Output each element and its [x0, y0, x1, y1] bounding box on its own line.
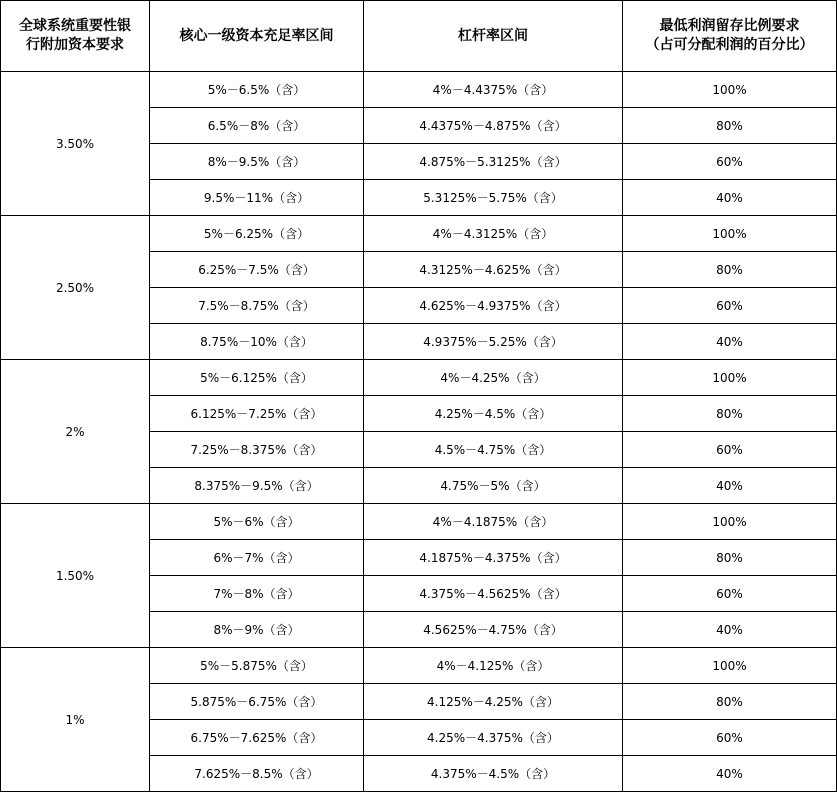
cet1-range-cell: 7%－8%（含） — [150, 576, 364, 612]
cet1-range-cell: 6.25%－7.5%（含） — [150, 252, 364, 288]
cet1-range-cell: 7.625%－8.5%（含） — [150, 756, 364, 792]
retention-cell: 60% — [623, 144, 837, 180]
leverage-range-cell: 4.4375%－4.875%（含） — [364, 108, 623, 144]
retention-cell: 60% — [623, 720, 837, 756]
cet1-range-cell: 6.125%－7.25%（含） — [150, 396, 364, 432]
cet1-range-cell: 5.875%－6.75%（含） — [150, 684, 364, 720]
leverage-range-cell: 5.3125%－5.75%（含） — [364, 180, 623, 216]
leverage-range-cell: 4%－4.1875%（含） — [364, 504, 623, 540]
leverage-range-cell: 4.5625%－4.75%（含） — [364, 612, 623, 648]
retention-cell: 80% — [623, 396, 837, 432]
cet1-range-cell: 5%－5.875%（含） — [150, 648, 364, 684]
surcharge-cell: 1.50% — [1, 504, 150, 648]
header-cet1-range: 核心一级资本充足率区间 — [150, 1, 364, 72]
retention-cell: 100% — [623, 504, 837, 540]
table-row — [1, 216, 837, 252]
table-row — [1, 360, 837, 396]
leverage-range-cell: 4.75%－5%（含） — [364, 468, 623, 504]
cet1-range-cell: 6%－7%（含） — [150, 540, 364, 576]
retention-cell: 40% — [623, 612, 837, 648]
retention-cell: 60% — [623, 288, 837, 324]
cet1-range-cell: 5%－6.5%（含） — [150, 72, 364, 108]
cet1-range-cell: 6.75%－7.625%（含） — [150, 720, 364, 756]
cet1-range-cell: 7.5%－8.75%（含） — [150, 288, 364, 324]
leverage-range-cell: 4.875%－5.3125%（含） — [364, 144, 623, 180]
surcharge-cell: 3.50% — [1, 72, 150, 216]
cet1-range-cell: 7.25%－8.375%（含） — [150, 432, 364, 468]
leverage-range-cell: 4.625%－4.9375%（含） — [364, 288, 623, 324]
retention-cell: 80% — [623, 252, 837, 288]
cet1-range-cell: 8.75%－10%（含） — [150, 324, 364, 360]
header-leverage-range: 杠杆率区间 — [364, 1, 623, 72]
retention-cell: 80% — [623, 540, 837, 576]
cet1-range-cell: 8%－9%（含） — [150, 612, 364, 648]
surcharge-cell: 2% — [1, 360, 150, 504]
table-row — [1, 648, 837, 684]
leverage-range-cell: 4.9375%－5.25%（含） — [364, 324, 623, 360]
retention-cell: 40% — [623, 468, 837, 504]
leverage-range-cell: 4%－4.3125%（含） — [364, 216, 623, 252]
retention-cell: 100% — [623, 216, 837, 252]
header-gsib-surcharge: 全球系统重要性银 行附加资本要求 — [1, 1, 150, 72]
header-row — [1, 1, 837, 72]
leverage-range-cell: 4.3125%－4.625%（含） — [364, 252, 623, 288]
retention-cell: 60% — [623, 432, 837, 468]
table-row — [1, 504, 837, 540]
leverage-range-cell: 4%－4.4375%（含） — [364, 72, 623, 108]
cet1-range-cell: 8%－9.5%（含） — [150, 144, 364, 180]
surcharge-cell: 2.50% — [1, 216, 150, 360]
leverage-range-cell: 4.5%－4.75%（含） — [364, 432, 623, 468]
retention-cell: 100% — [623, 72, 837, 108]
cet1-range-cell: 6.5%－8%（含） — [150, 108, 364, 144]
cet1-range-cell: 9.5%－11%（含） — [150, 180, 364, 216]
retention-cell: 40% — [623, 180, 837, 216]
leverage-range-cell: 4.125%－4.25%（含） — [364, 684, 623, 720]
leverage-range-cell: 4.375%－4.5625%（含） — [364, 576, 623, 612]
retention-cell: 40% — [623, 324, 837, 360]
retention-cell: 80% — [623, 108, 837, 144]
leverage-range-cell: 4.25%－4.375%（含） — [364, 720, 623, 756]
retention-cell: 80% — [623, 684, 837, 720]
cet1-range-cell: 5%－6.125%（含） — [150, 360, 364, 396]
surcharge-cell: 1% — [1, 648, 150, 792]
retention-cell: 60% — [623, 576, 837, 612]
leverage-range-cell: 4.1875%－4.375%（含） — [364, 540, 623, 576]
cet1-range-cell: 5%－6.25%（含） — [150, 216, 364, 252]
leverage-range-cell: 4%－4.25%（含） — [364, 360, 623, 396]
leverage-range-cell: 4.25%－4.5%（含） — [364, 396, 623, 432]
leverage-range-cell: 4.375%－4.5%（含） — [364, 756, 623, 792]
table-row — [1, 72, 837, 108]
retention-cell: 40% — [623, 756, 837, 792]
cet1-range-cell: 5%－6%（含） — [150, 504, 364, 540]
retention-cell: 100% — [623, 648, 837, 684]
retention-cell: 100% — [623, 360, 837, 396]
leverage-range-cell: 4%－4.125%（含） — [364, 648, 623, 684]
cet1-range-cell: 8.375%－9.5%（含） — [150, 468, 364, 504]
header-min-retention: 最低利润留存比例要求 （占可分配利润的百分比） — [623, 1, 837, 72]
